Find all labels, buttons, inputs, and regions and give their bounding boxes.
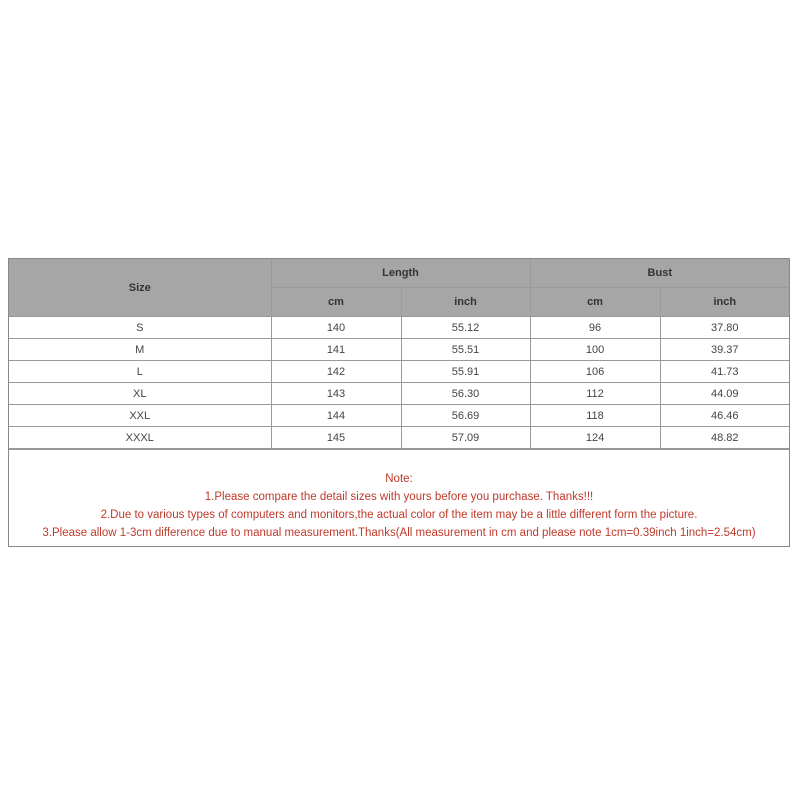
header-length-inch: inch (401, 288, 530, 317)
header-length: Length (271, 259, 530, 288)
table-row (9, 361, 789, 383)
size-table-body (9, 259, 789, 449)
cell-bust-cm: 118 (530, 405, 660, 427)
cell-bust-cm: 124 (530, 427, 660, 449)
note-line-2: 2.Due to various types of computers and monitors,the actual color of the item may be a little different form the picture. (100, 509, 698, 521)
note-title: Note: (385, 473, 413, 485)
header-bust-inch: inch (660, 288, 789, 317)
cell-length-inch: 55.51 (401, 339, 530, 361)
header-bust-cm: cm (530, 288, 660, 317)
cell-length-inch: 56.69 (401, 405, 530, 427)
cell-bust-inch: 46.46 (660, 405, 789, 427)
cell-length-cm: 141 (271, 339, 401, 361)
note-box (9, 449, 789, 546)
cell-size: S (9, 317, 271, 339)
cell-length-inch: 56.30 (401, 383, 530, 405)
cell-bust-cm: 112 (530, 383, 660, 405)
cell-bust-inch: 39.37 (660, 339, 789, 361)
note-line-1: 1.Please compare the detail sizes with yours before you purchase. Thanks!!! (204, 491, 594, 503)
note-line-3: 3.Please allow 1-3cm difference due to manual measurement.Thanks(All measurement in cm and please note 1cm=0.39inch 1inch=2.54cm) (42, 527, 756, 539)
header-row-top (9, 259, 789, 288)
cell-length-cm: 144 (271, 405, 401, 427)
cell-length-inch: 57.09 (401, 427, 530, 449)
table-row (9, 427, 789, 449)
table-row (9, 405, 789, 427)
cell-size: XXL (9, 405, 271, 427)
cell-bust-cm: 96 (530, 317, 660, 339)
size-chart (8, 258, 790, 547)
cell-length-cm: 143 (271, 383, 401, 405)
table-row (9, 317, 789, 339)
cell-bust-inch: 48.82 (660, 427, 789, 449)
cell-length-cm: 145 (271, 427, 401, 449)
cell-size: M (9, 339, 271, 361)
table-row (9, 339, 789, 361)
cell-length-inch: 55.12 (401, 317, 530, 339)
cell-length-cm: 140 (271, 317, 401, 339)
cell-bust-cm: 106 (530, 361, 660, 383)
cell-bust-inch: 41.73 (660, 361, 789, 383)
cell-bust-inch: 37.80 (660, 317, 789, 339)
cell-size: XL (9, 383, 271, 405)
table-row (9, 383, 789, 405)
header-bust: Bust (530, 259, 789, 288)
cell-length-inch: 55.91 (401, 361, 530, 383)
cell-size: XXXL (9, 427, 271, 449)
cell-size: L (9, 361, 271, 383)
cell-bust-inch: 44.09 (660, 383, 789, 405)
header-length-cm: cm (271, 288, 401, 317)
header-size: Size (9, 259, 271, 317)
cell-length-cm: 142 (271, 361, 401, 383)
size-table (9, 259, 789, 449)
cell-bust-cm: 100 (530, 339, 660, 361)
